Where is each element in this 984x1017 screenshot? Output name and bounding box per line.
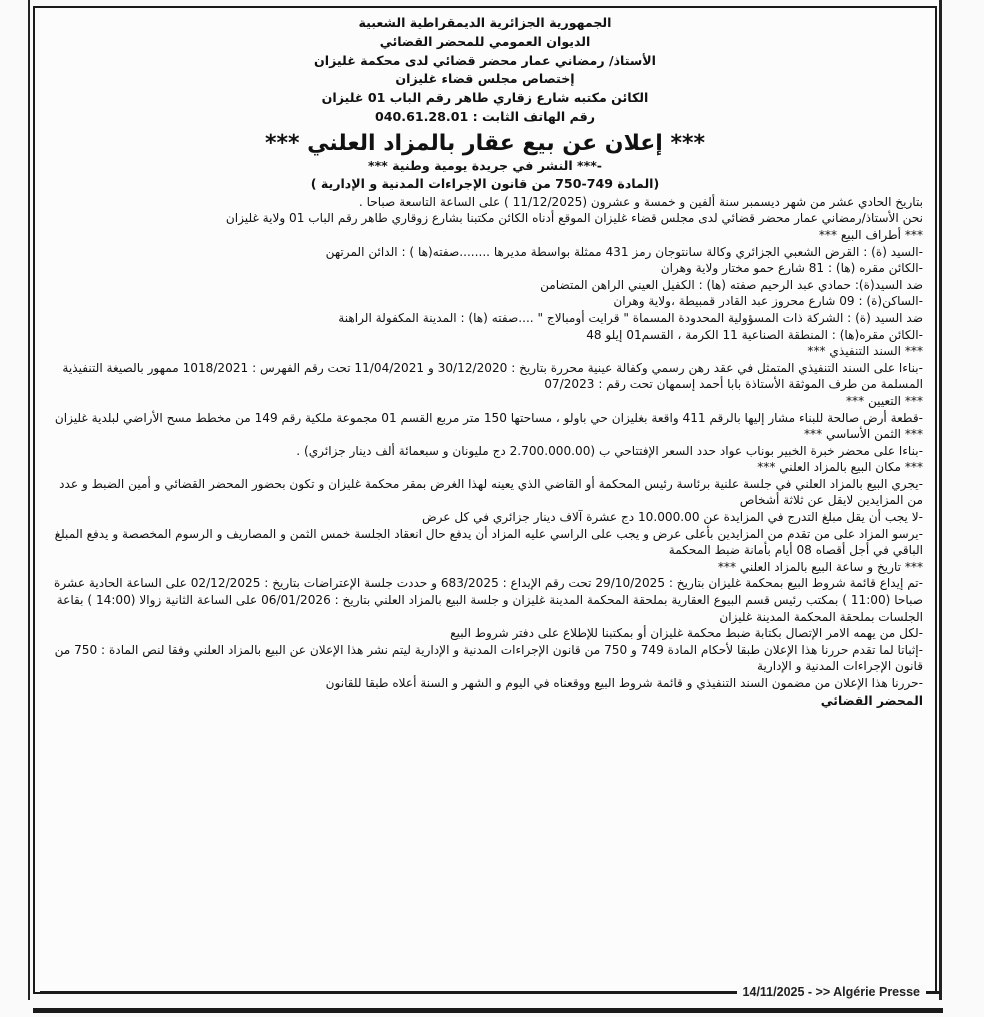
section-heading-place: *** مكان البيع بالمزاد العلني *** bbox=[757, 460, 923, 475]
section-heading-price: *** الثمن الأساسي *** bbox=[804, 427, 923, 442]
para-award: -يرسو المزاد على من تقدم من المزايدين بأعلى عرض و يجب على الراسي عليه المزاد أن يدفع حال انعقاد الجلسة خمس الثمن و المصاريف و الرسوم المخصصة و يدفع المبلغ الباقي في أجل أقصاه 08 أيام بأمانة ضبط المحكمة bbox=[54, 526, 923, 558]
para-price: -بناءا على محضر خبرة الخبير بوناب عواد حدد السعر الإفتتاحي ب (2.700.000.00 دج مليونان و سبعمائة ألف دينار جزائري) . bbox=[296, 443, 923, 458]
header-office: الديوان العمومي للمحضر القضائي bbox=[379, 33, 591, 49]
para-debtor: ضد السيد (ة) : الشركة ذات المسؤولية المحدودة المسماة " قرايت أومبالاج " ....صفته (ها) : المدينة المكفولة الراهنة bbox=[338, 310, 923, 325]
para-bailiff: نحن الأستاذ/رمضاني عمار محضر قضائي لدى مجلس قضاء غليزان الموقع أدناه الكائن مكتبنا بشارع زوقاري طاهر رقم الباب 01 ولاية غليزان bbox=[225, 211, 923, 226]
para-bid-increment: -لا يجب أن يقل مبلغ التدرج في المزايدة عن 10.000.00 دج عشرة آلاف دينار جزائري في كل عرض bbox=[422, 510, 923, 525]
para-legal-basis: -إثباتا لما تقدم حررنا هذا الإعلان طبقا لأحكام المادة 749 و 750 من قانون الإجراءات المدنية و الإدارية ليتم نشر هذا الإعلان عن البيع بالمزاد العلني وفقا لنص المادة : 750 من قانون الإجراءات المدنية و الإدارية bbox=[54, 642, 923, 674]
para-debtor-address: -الكائن مقره(ها) : المنطقة الصناعية 11 الكرمة ، القسم01 إيلو 48 bbox=[586, 327, 923, 342]
announcement-frame bbox=[33, 6, 937, 994]
para-creditor: -السيد (ة) : القرض الشعبي الجزائري وكالة سانتوجان رمز 431 ممثلة بواسطة مديرها ........صفته(ها ) : الدائن المرتهن bbox=[325, 244, 923, 259]
para-property: -قطعة أرض صالحة للبناء مشار إليها بالرقم 411 واقعة بغليزان حي باولو ، مساحتها 150 متر مربع القسم 01 مجموعة ملكية رقم 149 من مخطط مسح الأراضي لبلدية غليزان bbox=[54, 410, 923, 425]
para-creditor-address: -الكائن مقره (ها) : 81 شارع حمو مختار ولاية وهران bbox=[660, 261, 923, 276]
para-enforcement-title: -بناءا على السند التنفيذي المتمثل في عقد رهن رسمي وكفالة عينية محررة بتاريخ : 30/12/2020 و 11/04/2021 تحت رقم الفهرس : 1018/2021 ممهور بالصيغة التنفيذية المسلمة من طرف الموثقة الأستاذة بابا أحمد إسمهان تحت رقم : 07/2023 bbox=[62, 360, 923, 392]
announcement-content bbox=[47, 14, 923, 986]
footer-source: 14/11/2025 - >> Algérie Presse bbox=[737, 985, 926, 999]
bottom-rule bbox=[33, 1008, 943, 1013]
page-edge-right bbox=[939, 0, 942, 1000]
para-schedule: -تم إيداع قائمة شروط البيع بمحكمة غليزان بتاريخ : 29/10/2025 تحت رقم الإيداع : 683/2025 و حددت جلسة الإعتراضات بتاريخ : 02/12/2025 على الساعة الحادية عشرة صباحا (11:00 ) بمكتب رئيس قسم البيوع العقارية بملحقة المحكمة المدينة غليزان و جلسة البيع بالمزاد العلني بتاريخ : 06/01/2026 على الساعة الثانية زوالا (14:00 ) بقاعة الجلسات بملحقة المحكمة المدينة غليزان bbox=[54, 576, 923, 624]
header-phone: رقم الهاتف الثابت : 040.61.28.01 bbox=[375, 108, 595, 124]
section-heading-parties: *** أطراف البيع *** bbox=[818, 227, 923, 242]
header-jurisdiction: إختصاص مجلس قضاء غليزان bbox=[395, 71, 575, 87]
header-address: الكائن مكتبه شارع زقاري طاهر رقم الباب 01 غليزان bbox=[321, 90, 649, 106]
section-heading-description: *** التعيين *** bbox=[845, 393, 923, 408]
subtitle-publication: -*** النشر في جريدة يومية وطنية *** bbox=[367, 157, 603, 173]
page-edge-left bbox=[28, 0, 30, 1000]
para-guarantor-address: -الساكن(ة) : 09 شارع محروز عبد القادر قمبيطة ،ولاية وهران bbox=[613, 294, 923, 309]
page-title: *** إعلان عن بيع عقار بالمزاد العلني *** bbox=[264, 130, 706, 156]
header-republic: الجمهورية الجزائرية الديمقراطية الشعبية bbox=[358, 15, 612, 30]
para-date: بتاريخ الحادي عشر من شهر ديسمبر سنة ألفين و خمسة و عشرون (11/12/2025 ) على الساعة التاسعة صباحا . bbox=[358, 194, 923, 209]
para-guarantor: ضد السيد(ة): حمادي عبد الرحيم صفته (ها) : الكفيل العيني الراهن المتضامن bbox=[540, 277, 923, 292]
para-closing: -حررنا هذا الإعلان من مضمون السند التنفيذي و قائمة شروط البيع ووقعناه في اليوم و الشهر و السنة أعلاه طبقا للقانون bbox=[325, 676, 923, 690]
para-contact: -لكل من يهمه الامر الإتصال بكتابة ضبط محكمة غليزان أو بمكتبنا للإطلاع على دفتر شروط البيع bbox=[450, 626, 923, 641]
para-auction-place: -يجري البيع بالمزاد العلني في جلسة علنية برئاسة رئيس المحكمة أو القاضي الذي يعينه لهذا الغرض بمقر محكمة غليزان و تكون بحضور المحضر القضائي و أمين الضبط و عدد من المزايدين لايقل عن ثلاثة أشخاص bbox=[59, 476, 923, 508]
header-bailiff: الأستاذ/ رمضاني عمار محضر قضائي لدى محكمة غليزان bbox=[314, 52, 656, 68]
section-heading-date: *** تاريخ و ساعة البيع بالمزاد العلني *** bbox=[717, 559, 923, 574]
signature: المحضر القضائي bbox=[820, 692, 923, 708]
subtitle-articles: (المادة 749-750 من قانون الإجراءات المدنية و الإدارية ) bbox=[310, 176, 660, 192]
section-heading-title: *** السند التنفيذي *** bbox=[807, 344, 923, 359]
